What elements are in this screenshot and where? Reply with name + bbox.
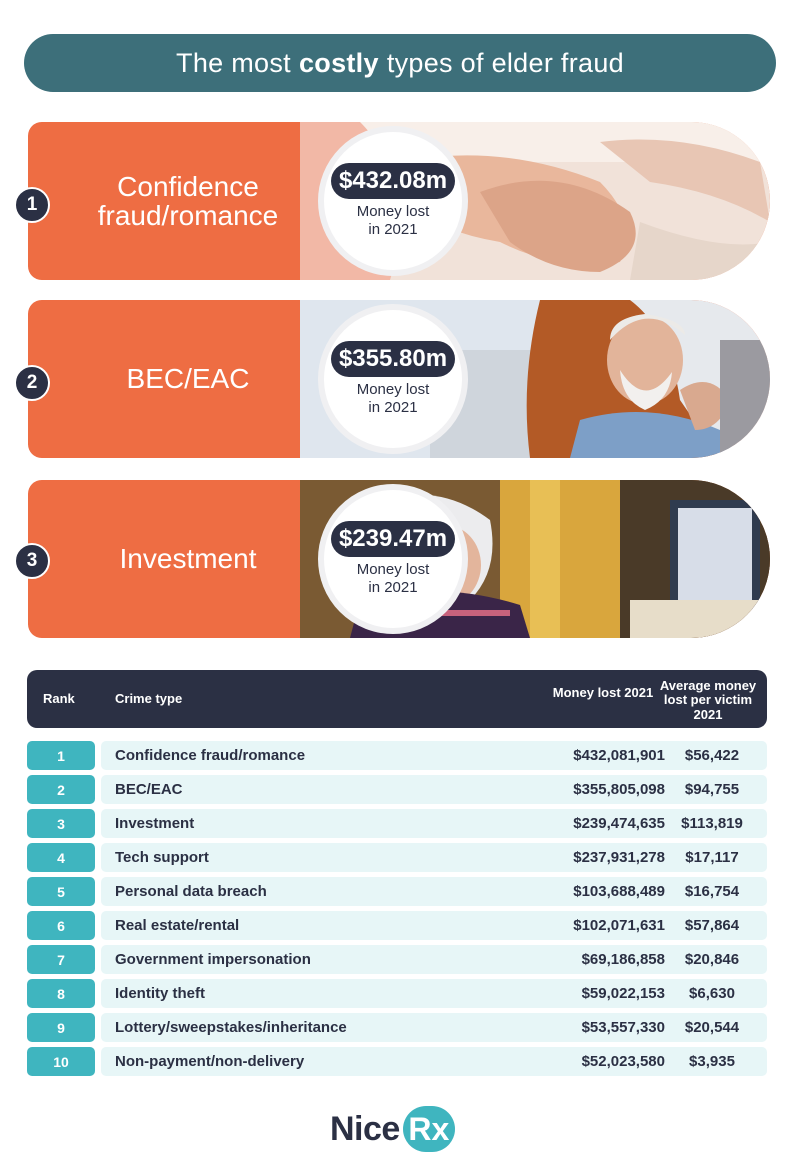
row-rank: 3 bbox=[27, 809, 95, 838]
caption-line-1: Money lost bbox=[356, 203, 430, 220]
card-label: BEC/EAC bbox=[126, 363, 250, 395]
row-money-lost: $355,805,098 bbox=[573, 781, 665, 798]
infographic-title bbox=[24, 34, 776, 92]
row-crime-type: Non-payment/non-delivery bbox=[115, 1053, 305, 1070]
row-rank: 6 bbox=[27, 911, 95, 940]
row-money-lost: $237,931,278 bbox=[573, 849, 665, 866]
table-row bbox=[27, 1013, 767, 1042]
row-crime-type: Personal data breach bbox=[115, 883, 267, 900]
table-row bbox=[27, 843, 767, 872]
row-money-lost: $103,688,489 bbox=[573, 883, 665, 900]
row-average-lost: $20,846 bbox=[684, 951, 740, 968]
row-average-lost: $56,422 bbox=[684, 747, 740, 764]
table-row bbox=[27, 911, 767, 940]
row-money-lost: $59,022,153 bbox=[581, 985, 665, 1002]
header-rank: Rank bbox=[43, 691, 75, 706]
row-crime-type: Lottery/sweepstakes/inheritance bbox=[115, 1019, 347, 1036]
row-average-lost: $94,755 bbox=[684, 781, 740, 798]
top-fraud-card-1 bbox=[28, 122, 770, 280]
row-crime-type: Identity theft bbox=[115, 985, 205, 1002]
row-rank: 1 bbox=[27, 741, 95, 770]
row-crime-type: Investment bbox=[115, 815, 195, 832]
card-label: Investment bbox=[119, 543, 257, 575]
amount-caption bbox=[357, 381, 430, 417]
amount-circle bbox=[318, 484, 468, 634]
row-money-lost: $69,186,858 bbox=[581, 951, 665, 968]
table-header bbox=[27, 670, 767, 728]
row-average-lost: $3,935 bbox=[689, 1053, 735, 1070]
row-crime-type: Tech support bbox=[115, 849, 209, 866]
row-money-lost: $53,557,330 bbox=[581, 1019, 665, 1036]
row-crime-type: Government impersonation bbox=[115, 951, 311, 968]
row-average-lost: $17,117 bbox=[685, 849, 739, 866]
row-money-lost: $432,081,901 bbox=[573, 747, 665, 764]
amount-badge: $239.47m bbox=[331, 521, 455, 557]
table-row bbox=[27, 775, 767, 804]
table-row bbox=[27, 809, 767, 838]
row-average-lost: $113,819 bbox=[681, 815, 743, 832]
amount-caption bbox=[357, 561, 430, 597]
title-pre: The most bbox=[176, 47, 291, 78]
amount-badge: $355.80m bbox=[331, 341, 455, 377]
amount-badge: $432.08m bbox=[331, 163, 455, 199]
header-average-lost: Average money lost per victim 2021 bbox=[659, 678, 757, 722]
title-bold: costly bbox=[298, 47, 379, 78]
logo-text-rx: Rx bbox=[403, 1106, 455, 1152]
amount-circle bbox=[318, 304, 468, 454]
row-rank: 10 bbox=[27, 1047, 95, 1076]
table-row bbox=[27, 945, 767, 974]
caption-line-1: Money lost bbox=[356, 381, 430, 398]
row-crime-type: BEC/EAC bbox=[115, 781, 183, 798]
row-money-lost: $52,023,580 bbox=[581, 1053, 665, 1070]
row-money-lost: $102,071,631 bbox=[573, 917, 665, 934]
row-money-lost: $239,474,635 bbox=[573, 815, 665, 832]
row-crime-type: Confidence fraud/romance bbox=[115, 747, 306, 764]
row-average-lost: $20,544 bbox=[684, 1019, 740, 1036]
rank-badge-3: 3 bbox=[14, 543, 50, 579]
table-row bbox=[27, 877, 767, 906]
amount-caption bbox=[357, 203, 430, 239]
row-rank: 4 bbox=[27, 843, 95, 872]
row-average-lost: $57,864 bbox=[684, 917, 740, 934]
top-fraud-card-2 bbox=[28, 300, 770, 458]
logo-text-nice: Nice bbox=[330, 1109, 400, 1148]
caption-line-1: Money lost bbox=[356, 561, 430, 578]
caption-line-2: in 2021 bbox=[368, 221, 418, 238]
rank-badge-2: 2 bbox=[14, 365, 50, 401]
header-crime-type: Crime type bbox=[115, 691, 183, 706]
top-fraud-card-3 bbox=[28, 480, 770, 638]
nicerx-logo bbox=[330, 1106, 455, 1152]
caption-line-2: in 2021 bbox=[368, 579, 418, 596]
row-rank: 9 bbox=[27, 1013, 95, 1042]
amount-circle bbox=[318, 126, 468, 276]
caption-line-2: in 2021 bbox=[368, 399, 418, 416]
row-average-lost: $16,754 bbox=[684, 883, 740, 900]
rank-badge-1: 1 bbox=[14, 187, 50, 223]
title-post: types of elder fraud bbox=[386, 47, 624, 78]
table-row bbox=[27, 741, 767, 770]
header-money-lost: Money lost 2021 bbox=[552, 685, 654, 700]
row-average-lost: $6,630 bbox=[689, 985, 735, 1002]
card-label: Confidence fraud/romance bbox=[97, 170, 279, 231]
row-rank: 2 bbox=[27, 775, 95, 804]
table-row bbox=[27, 1047, 767, 1076]
row-rank: 7 bbox=[27, 945, 95, 974]
row-rank: 5 bbox=[27, 877, 95, 906]
table-row bbox=[27, 979, 767, 1008]
row-crime-type: Real estate/rental bbox=[115, 917, 240, 934]
row-rank: 8 bbox=[27, 979, 95, 1008]
